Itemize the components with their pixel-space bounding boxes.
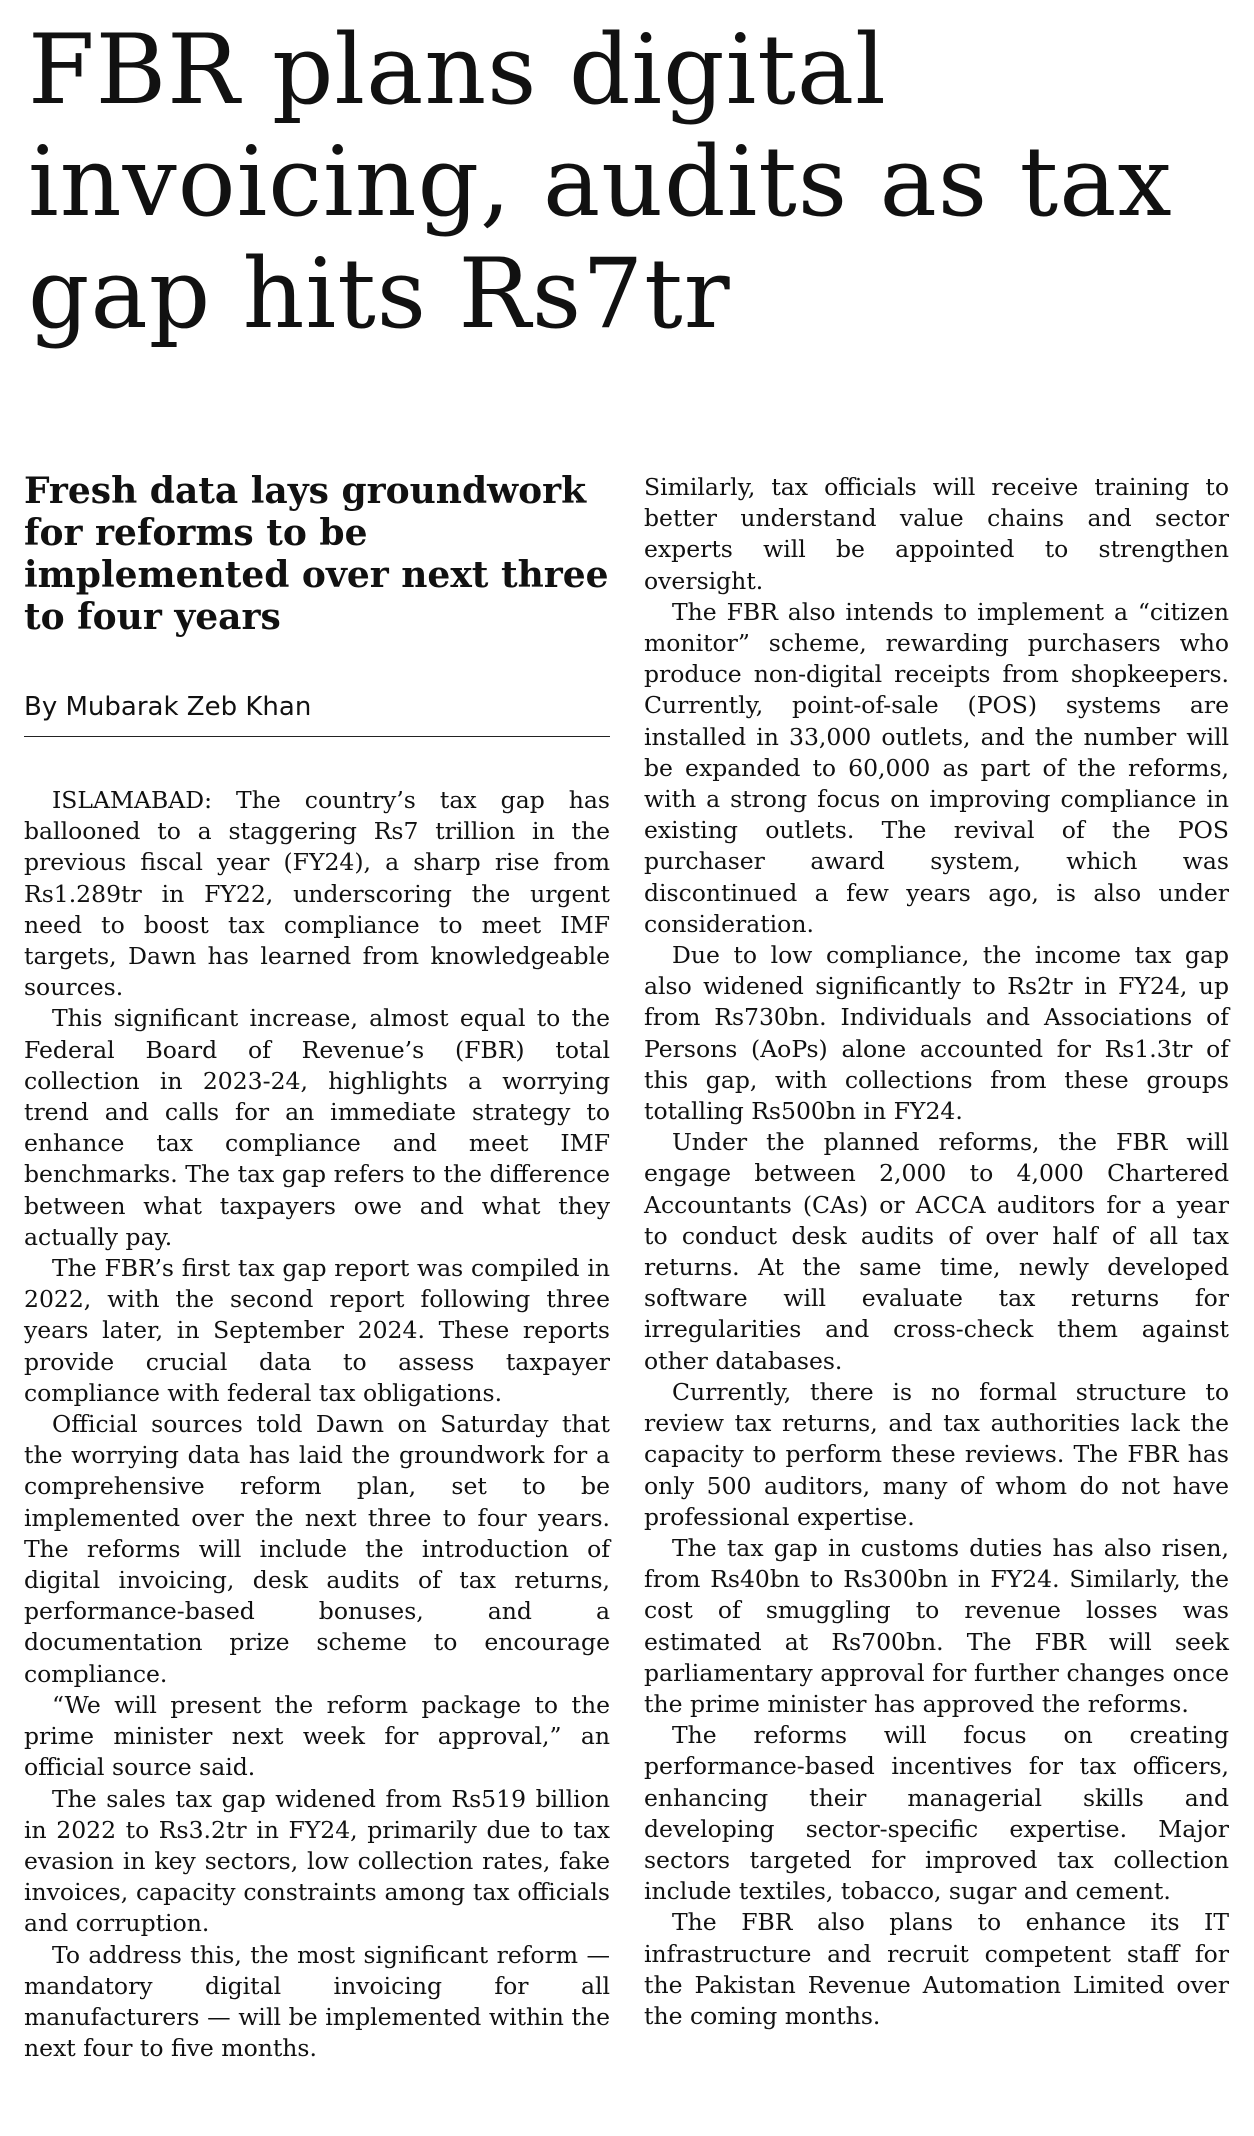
article-paragraph: Due to low compliance, the income tax gap also widened significantly to Rs2tr in FY24, up from Rs730bn. Individuals and Associations of Persons (AoPs) alone accounted for Rs1.3tr of this gap, with collections from these groups totalling Rs500bn in FY24.	[644, 941, 1229, 1126]
article-paragraph: Similarly, tax officials will receive training to better understand value chains and sector experts will be appointed to strengthen oversight.	[644, 473, 1229, 595]
article-subheadline: Fresh data lays groundwork for reforms to be implemented over next three to four years	[24, 470, 609, 638]
article-paragraph: The reforms will focus on creating performance-based incentives for tax officers, enhancing their managerial skills and developing sector-specific expertise. Major sectors targeted for improved tax collection include textiles, tobacco, sugar and cement.	[644, 1721, 1229, 1906]
article-headline: FBR plans digital invoicing, audits as tax gap hits Rs7tr	[28, 14, 1173, 350]
article-paragraph: Currently, there is no formal structure to review tax returns, and tax authorities lack the capacity to perform these reviews. The FBR has only 500 auditors, many of whom do not have professional expertise.	[644, 1377, 1229, 1531]
article-paragraph: The tax gap in customs duties has also risen, from Rs40bn to Rs300bn in FY24. Similarly, the cost of smuggling to revenue losses was estimated at Rs700bn. The FBR will seek parliamentary approval for further changes once the prime minister has approved the reforms.	[644, 1533, 1229, 1718]
article-paragraph: The FBR also plans to enhance its IT infrastructure and recruit competent staff for the Pakistan Revenue Automation Limited over the coming months.	[644, 1908, 1229, 2030]
article-right-column	[644, 472, 1229, 2032]
article-paragraph: The FBR also intends to implement a “citizen monitor” scheme, rewarding purchasers who produce non-digital receipts from shopkeepers. Currently, point-of-sale (POS) systems are installed in 33,000 outlets, and the number will be expanded to 60,000 as part of the reforms, with a strong focus on improving compliance in existing outlets. The revival of the POS purchaser award system, which was discontinued a few years ago, is also under consideration.	[644, 597, 1229, 938]
article-paragraph: The sales tax gap widened from Rs519 billion in 2022 to Rs3.2tr in FY24, primarily due to tax evasion in key sectors, low collection rates, fake invoices, capacity constraints among tax officials and corruption.	[24, 1784, 610, 1938]
byline-rule	[24, 690, 610, 737]
article-left-column	[24, 470, 610, 2064]
article-byline: By Mubarak Zeb Khan	[24, 692, 312, 722]
article-paragraph: “We will present the reform package to the prime minister next week for approval,” an official source said.	[24, 1690, 610, 1782]
article-paragraph: The FBR’s first tax gap report was compiled in 2022, with the second report following three years later, in September 2024. These reports provide crucial data to assess taxpayer compliance with federal tax obligations.	[24, 1254, 610, 1407]
article-paragraph: This significant increase, almost equal to the Federal Board of Revenue’s (FBR) total collection in 2023-24, highlights a worrying trend and calls for an immediate strategy to enhance tax compliance and meet IMF benchmarks. The tax gap refers to the difference between what taxpayers owe and what they actually pay.	[24, 1004, 610, 1251]
right-column-body	[644, 472, 1229, 2032]
article-paragraph: Official sources told Dawn on Saturday that the worrying data has laid the groundwork for a comprehensive reform plan, set to be implemented over the next three to four years. The reforms will include the introduction of digital invoicing, desk audits of tax returns, performance-based bonuses, and a documentation prize scheme to encourage compliance.	[24, 1410, 610, 1688]
left-column-body	[24, 785, 610, 2064]
article-paragraph: ISLAMABAD: The country’s tax gap has ballooned to a staggering Rs7 trillion in the previous fiscal year (FY24), a sharp rise from Rs1.289tr in FY22, underscoring the urgent need to boost tax compliance to meet IMF targets, Dawn has learned from knowledgeable sources.	[24, 786, 610, 1002]
article-paragraph: To address this, the most significant reform — mandatory digital invoicing for all manufacturers — will be implemented within the next four to five months.	[24, 1940, 610, 2063]
article-paragraph: Under the planned reforms, the FBR will engage between 2,000 to 4,000 Chartered Accountants (CAs) or ACCA auditors for a year to conduct desk audits of over half of all tax returns. At the same time, newly developed software will evaluate tax returns for irregularities and cross-check them against other databases.	[644, 1128, 1229, 1375]
